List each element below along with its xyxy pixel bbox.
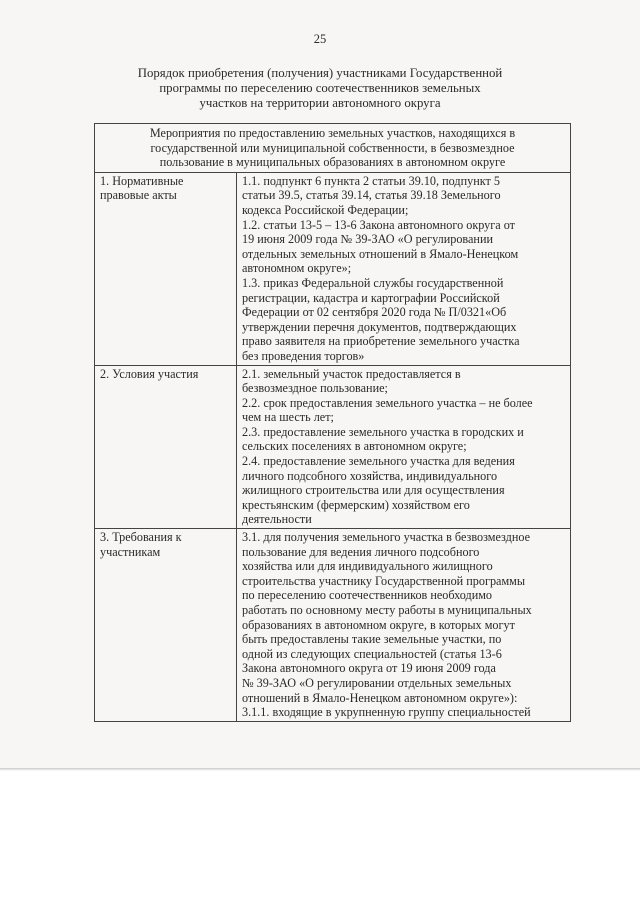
page-number: 25 <box>313 32 327 46</box>
content-line: безвозмездное пользование; <box>242 381 388 396</box>
header-line: Мероприятия по предоставлению земельных участков, находящихся в <box>149 126 516 140</box>
content-line: пользование для ведения личного подсобного <box>242 544 480 559</box>
row-name-line: участникам <box>100 544 161 559</box>
table-header <box>95 124 571 173</box>
content-line: крестьянским (фермерским) хозяйством его <box>242 497 470 512</box>
content-line: 1.2. статьи 13-5 – 13-6 Закона автономного округа от <box>242 217 515 232</box>
page-edge-shadow <box>0 768 640 771</box>
content-line: № 39-ЗАО «О регулировании отдельных земельных <box>242 675 512 690</box>
content-line: 1.3. приказ Федеральной службы государственной <box>242 275 504 290</box>
content-line: 19 июня 2009 года № 39-ЗАО «О регулировании <box>242 232 493 247</box>
content-line: работать по основному месту работы в муниципальных <box>242 603 532 617</box>
content-line: регистрации, кадастра и картографии Российской <box>242 290 500 305</box>
document-title <box>130 66 510 111</box>
header-line: пользование в муниципальных образованиях в автономном округе <box>159 155 506 170</box>
content-line: чем на шесть лет; <box>242 410 334 425</box>
row-content-cell <box>237 529 571 722</box>
row-content-cell <box>237 172 571 365</box>
content-line: Федерации от 02 сентября 2020 года № П/0321«Об <box>242 305 507 320</box>
content-line: деятельности <box>242 512 312 527</box>
table-row <box>95 365 571 529</box>
title-line: Порядок приобретения (получения) участниками Государственной <box>137 66 503 80</box>
content-line: образованиях в автономном округе, в которых могут <box>242 617 515 632</box>
content-line: без проведения торгов» <box>242 348 365 363</box>
content-line: Закона автономного округа от 19 июня 2009 года <box>242 661 496 676</box>
content-line: 2.1. земельный участок предоставляется в <box>242 366 461 381</box>
content-line: отношений в Ямало-Ненецком автономном округе»): <box>242 690 518 705</box>
content-line: быть предоставлены такие земельные участки, по <box>242 632 502 647</box>
table-header-row <box>95 124 571 173</box>
content-line: по переселению соотечественников необходимо <box>242 588 493 603</box>
title-line: участков на территории автономного округа <box>199 96 441 110</box>
content-line: строительства участнику Государственной программы <box>242 573 526 588</box>
content-line: сельских поселениях в автономном округе; <box>242 439 467 454</box>
content-line: 2.2. срок предоставления земельного участка – не более <box>242 395 533 410</box>
content-line: 2.4. предоставление земельного участка для ведения <box>242 454 515 469</box>
content-line: жилищного строительства или для осуществления <box>242 483 505 498</box>
content-line: кодекса Российской Федерации; <box>242 202 409 217</box>
table-row <box>95 172 571 365</box>
content-line: право заявителя на приобретение земельного участка <box>242 334 520 349</box>
content-line: 3.1. для получения земельного участка в безвозмездное <box>242 530 530 545</box>
content-line: утверждении перечня документов, подтверждающих <box>242 319 517 334</box>
measures-table <box>94 123 571 722</box>
content-line: хозяйства или для индивидуального жилищного <box>242 559 493 574</box>
title-line: программы по переселению соотечественников земельных <box>159 81 481 95</box>
content-line: 2.3. предоставление земельного участка в городских и <box>242 424 524 439</box>
content-line: статьи 39.5, статья 39.14, статья 39.18 Земельного <box>242 188 501 203</box>
row-name-cell <box>95 172 237 365</box>
row-name-line: 2. Условия участия <box>100 366 199 381</box>
table-row <box>95 529 571 722</box>
row-name-cell <box>95 529 237 722</box>
content-line: одной из следующих специальностей (статья 13-6 <box>242 646 502 661</box>
header-line: государственной или муниципальной собственности, в безвозмездное <box>150 140 515 155</box>
row-name-line: 1. Нормативные <box>100 173 184 188</box>
row-name-cell <box>95 365 237 529</box>
row-name-line: правовые акты <box>100 188 177 203</box>
content-line: личного подсобного хозяйства, индивидуального <box>242 468 498 483</box>
row-content-cell <box>237 365 571 529</box>
content-line: 1.1. подпункт 6 пункта 2 статьи 39.10, подпункт 5 <box>242 173 500 188</box>
row-name-line: 3. Требования к <box>100 530 182 545</box>
content-line: автономном округе»; <box>242 261 352 276</box>
content-line: 3.1.1. входящие в укрупненную группу специальностей <box>242 705 531 720</box>
content-line: отдельных земельных отношений в Ямало-Ненецком <box>242 246 519 261</box>
